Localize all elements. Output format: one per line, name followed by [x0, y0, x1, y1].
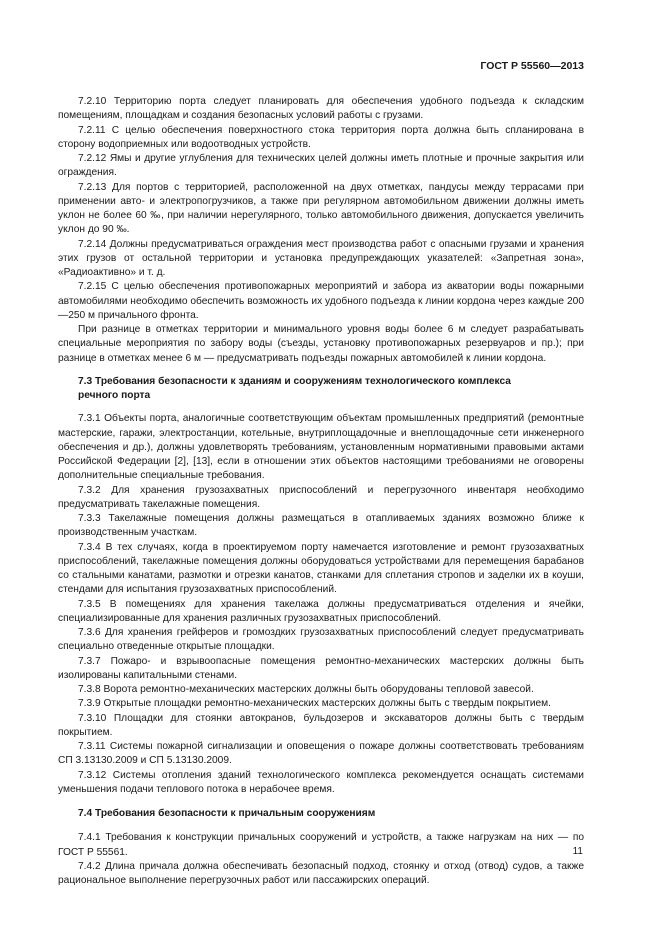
clause-7-2-11: 7.2.11 С целью обеспечения поверхностного стока территория порта должна быть спланирована в сторону водоприемных или водоотводных устройств.: [58, 124, 584, 150]
clause-7-2-14: 7.2.14 Должны предусматриваться ограждения мест производства работ с опасными грузами и хранения этих грузов от остальной территории и установка предупреждающих указателей: «Запретная зона», «Радиоактивно» и т. д.: [58, 238, 584, 278]
page-body: [58, 95, 584, 888]
section-heading-7-3-line2: речного порта: [78, 390, 151, 401]
clause-7-2-15-continued: При разнице в отметках территории и минимального уровня воды более 6 м следует разрабатывать специальные мероприятия по забору воды (съезды, установку противопожарных резервуаров и пр.); при разнице в отметках менее 6 м — предусматривать подъезды пожарных автомобилей к линии кордона.: [58, 324, 584, 364]
clause-7-2-13: 7.2.13 Для портов с территорией, расположенной на двух отметках, пандусы между террасами при применении авто- и электропогрузчиков, а также при регулярном автомобильном движении должны иметь уклон не более 60 ‰, при наличии нерегулярного, только автомобильного движения, допускается увеличить уклон до 90 ‰.: [58, 181, 584, 236]
clause-7-3-1: 7.3.1 Объекты порта, аналогичные соответствующим объектам промышленных предприятий (ремонтные мастерские, гаражи, электростанции, котельные, внутриплощадочные и внеплощадочные сети инженерного обеспечения и др.), должны удовлетворять требованиям, установленным нормативными правовыми актами Российской Федерации [2], [13], если в отношении этих объектов настоящими требованиями не оговорены дополнительные специальные требования.: [58, 413, 584, 482]
clause-7-3-2: 7.3.2 Для хранения грузозахватных приспособлений и перегрузочного инвентаря необходимо предусматривать такелажные помещения.: [58, 484, 584, 510]
clause-7-3-8: 7.3.8 Ворота ремонтно-механических мастерских должны быть оборудованы тепловой завесой.: [78, 684, 534, 695]
clause-7-3-10: 7.3.10 Площадки для стоянки автокранов, бульдозеров и экскаваторов должны быть с твердым покрытием.: [58, 712, 584, 738]
section-heading-7-3: [58, 375, 584, 404]
clause-7-3-6: 7.3.6 Для хранения грейферов и громоздких грузозахватных приспособлений следует предусматривать специально отведенные открытые площадки.: [58, 627, 584, 653]
clause-7-3-3: 7.3.3 Такелажные помещения должны размещаться в отапливаемых зданиях возможно ближе к производственным участкам.: [58, 513, 584, 539]
clause-7-2-10: 7.2.10 Территорию порта следует планировать для обеспечения удобного подъезда к складским помещениям, площадкам и создания безопасных условий работы с грузами.: [58, 96, 584, 122]
clause-7-3-11: 7.3.11 Системы пожарной сигнализации и оповещения о пожаре должны соответствовать требованиям СП 3.13130.2009 и СП 5.13130.2009.: [58, 741, 584, 767]
clause-7-3-4: 7.3.4 В тех случаях, когда в проектируемом порту намечается изготовление и ремонт грузозахватных приспособлений, такелажные помещения должны оборудоваться устройствами для перемещения барабанов со стальными канатами, размотки и отрезки канатов, станками для сплетания стропов и заделки их в коуши, стендами для испытания грузозахватных приспособлений.: [58, 541, 584, 596]
section-heading-7-3-line1: 7.3 Требования безопасности к зданиям и сооружениям технологического комплекса: [78, 375, 511, 387]
section-heading-7-4: 7.4 Требования безопасности к причальным сооружениям: [78, 808, 376, 819]
clause-7-3-9: 7.3.9 Открытые площадки ремонтно-механических мастерских должны быть с твердым покрытием.: [78, 698, 552, 710]
clause-7-4-1: 7.4.1 Требования к конструкции причальных сооружений и устройств, а также нагрузкам на них — по ГОСТ Р 55561.: [58, 832, 584, 858]
clause-7-3-5: 7.3.5 В помещениях для хранения такелажа должны предусматриваться отделения и ячейки, специализированные для хранения различных грузозахватных приспособлений.: [58, 598, 584, 624]
document-code-header: ГОСТ Р 55560—2013: [480, 60, 584, 72]
clause-7-2-15: 7.2.15 С целью обеспечения противопожарных мероприятий и забора из акватории воды пожарными автомобилями необходимо обеспечить возможность их удобного подъезда к линии кордона через каждые 200—250 м причального фронта.: [58, 281, 584, 321]
page-number: 11: [572, 846, 583, 857]
clause-7-2-12: 7.2.12 Ямы и другие углубления для технических целей должны иметь плотные и прочные закрытия или ограждения.: [58, 153, 584, 179]
clause-7-3-7: 7.3.7 Пожаро- и взрывоопасные помещения ремонтно-механических мастерских должны быть изолированы капитальными стенами.: [58, 655, 584, 681]
clause-7-3-12: 7.3.12 Системы отопления зданий технологического комплекса рекомендуется оснащать системами уменьшения подачи теплового потока в нерабочее время.: [58, 769, 584, 795]
clause-7-4-2: 7.4.2 Длина причала должна обеспечивать безопасный подход, стоянку и отход (отвод) судов, а также рациональное выполнение перегрузочных работ или пассажирских операций.: [58, 860, 584, 886]
